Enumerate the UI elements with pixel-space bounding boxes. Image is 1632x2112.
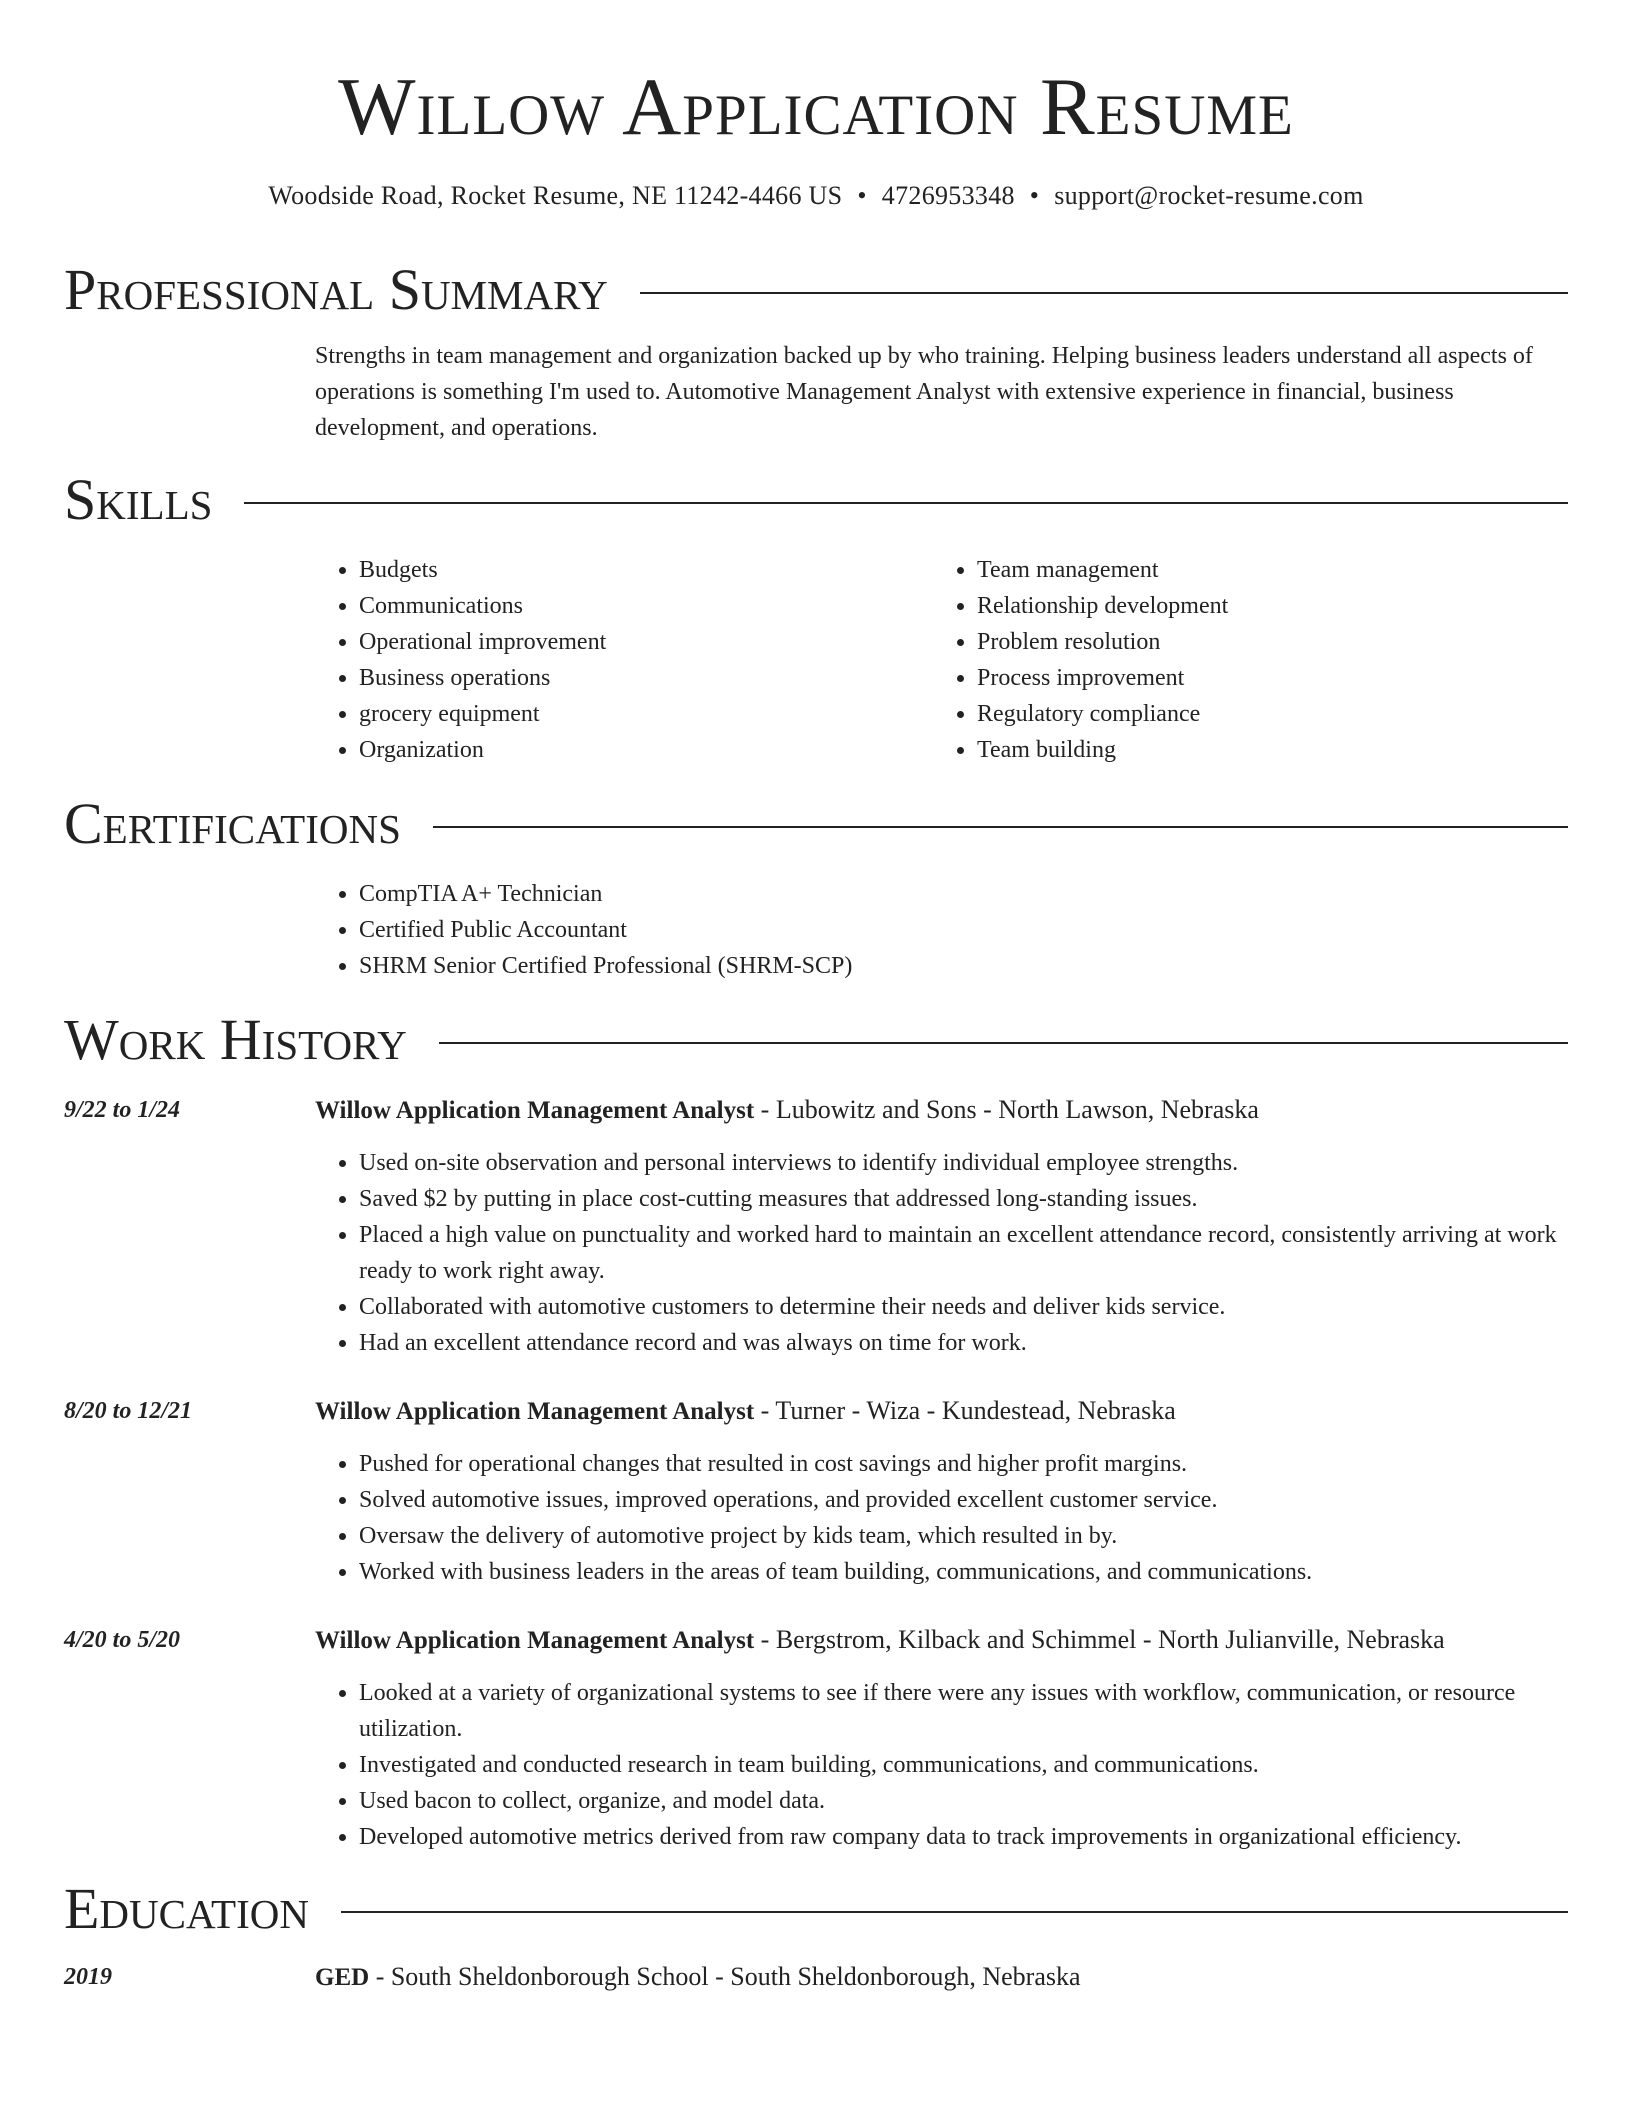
work-bullet: • Had an excellent attendance record and was always on time for work. (359, 1325, 1568, 1361)
certification-item: • Certified Public Accountant (359, 912, 1568, 948)
resume-name: Willow Application Resume (338, 61, 1294, 152)
work-dates: 4/20 to 5/20 (64, 1627, 181, 1653)
skill-item: • Team management (977, 552, 1551, 588)
section-divider (433, 826, 1568, 828)
work-bullet: • Solved automotive issues, improved operations, and provided excellent customer service. (359, 1482, 1568, 1518)
skill-item: • Communications (359, 588, 933, 624)
education-title-line (315, 1959, 1568, 1996)
work-entry-body (315, 1092, 1568, 1361)
section-header-skills (64, 468, 1568, 532)
section-title-education: Education (64, 1876, 309, 1941)
work-bullet: • Collaborated with automotive customers to determine their needs and deliver kids service. (359, 1289, 1568, 1325)
work-dates: 8/20 to 12/21 (64, 1398, 193, 1424)
section-header-summary (64, 258, 1568, 322)
work-bullet: • Placed a high value on punctuality and worked hard to maintain an excellent attendance record, consistently arriving at work ready to work right away. (359, 1217, 1568, 1289)
work-bullet: • Investigated and conducted research in team building, communications, and communications. (359, 1747, 1568, 1783)
skill-item: • Organization (359, 732, 933, 768)
education-year: 2019 (64, 1964, 112, 1990)
work-title-line (315, 1092, 1568, 1129)
skill-item: • grocery equipment (359, 696, 933, 732)
education-entry-body (315, 1959, 1568, 1996)
work-bullet: • Used bacon to collect, organize, and model data. (359, 1783, 1568, 1819)
summary-body (315, 338, 1568, 446)
section-divider (341, 1911, 1568, 1913)
work-bullet: • Looked at a variety of organizational systems to see if there were any issues with workflow, communication, or resource utilization. (359, 1675, 1568, 1747)
work-bullet: • Pushed for operational changes that resulted in cost savings and higher profit margins. (359, 1446, 1568, 1482)
work-position: Willow Application Management Analyst (315, 1398, 755, 1425)
work-bullets (315, 1446, 1568, 1590)
contact-separator: • (1029, 181, 1040, 210)
work-company-location: - Bergstrom, Kilback and Schimmel - North Julianville, Nebraska (754, 1625, 1445, 1654)
section-header-education (64, 1877, 1568, 1941)
skill-item: • Operational improvement (359, 624, 933, 660)
education-entry (64, 1959, 1568, 1996)
skills-body (315, 552, 1568, 768)
work-company-location: - Lubowitz and Sons - North Lawson, Nebraska (754, 1095, 1259, 1124)
work-entry (64, 1393, 1568, 1590)
skill-item: • Process improvement (977, 660, 1551, 696)
certifications-list (315, 876, 1568, 984)
section-divider (439, 1042, 1568, 1044)
section-title-skills: Skills (64, 467, 213, 532)
work-entry-body (315, 1393, 1568, 1590)
work-bullets (315, 1675, 1568, 1855)
skills-grid (315, 552, 1568, 768)
summary-text: Strengths in team management and organization backed up by who training. Helping business leaders understand all aspects of operations is something I'm used to. Automotive Management Analyst with extensive experience in financial, business development, and operations. (315, 343, 1533, 441)
certification-item: • CompTIA A+ Technician (359, 876, 1568, 912)
skills-list-right (933, 552, 1551, 768)
work-position: Willow Application Management Analyst (315, 1627, 755, 1654)
work-title-line (315, 1393, 1568, 1430)
work-dates: 9/22 to 1/24 (64, 1097, 181, 1123)
skill-item: • Problem resolution (977, 624, 1551, 660)
work-bullet: • Used on-site observation and personal interviews to identify individual employee strengths. (359, 1145, 1568, 1181)
section-title-work-history: Work History (64, 1007, 407, 1072)
contact-separator: • (857, 181, 867, 210)
section-header-certifications (64, 792, 1568, 856)
section-title-certifications: Certifications (64, 791, 401, 856)
work-company-location: - Turner - Wiza - Kundestead, Nebraska (754, 1396, 1176, 1425)
work-bullet: • Saved $2 by putting in place cost-cutting measures that addressed long-standing issues. (359, 1181, 1568, 1217)
section-title-summary: Professional Summary (64, 257, 608, 322)
work-title-line (315, 1622, 1568, 1659)
work-bullets (315, 1145, 1568, 1361)
work-entry (64, 1092, 1568, 1361)
contact-email: support@rocket-resume.com (1054, 181, 1364, 210)
resume-page (64, 0, 1568, 1996)
education-degree: GED (315, 1964, 370, 1991)
work-bullet: • Oversaw the delivery of automotive project by kids team, which resulted in by. (359, 1518, 1568, 1554)
contact-line (64, 180, 1568, 212)
work-entry (64, 1622, 1568, 1855)
work-bullet: • Worked with business leaders in the areas of team building, communications, and communications. (359, 1554, 1568, 1590)
work-position: Willow Application Management Analyst (315, 1097, 755, 1124)
certification-item: • SHRM Senior Certified Professional (SHRM-SCP) (359, 948, 1568, 984)
education-school-location: - South Sheldonborough School - South Sheldonborough, Nebraska (369, 1962, 1081, 1991)
skill-item: • Team building (977, 732, 1551, 768)
contact-phone: 4726953348 (881, 181, 1015, 210)
skill-item: • Business operations (359, 660, 933, 696)
work-entry-body (315, 1622, 1568, 1855)
skills-list-left (315, 552, 933, 768)
work-bullet: • Developed automotive metrics derived from raw company data to track improvements in organizational efficiency. (359, 1819, 1568, 1855)
section-divider (244, 502, 1568, 504)
skill-item: • Relationship development (977, 588, 1551, 624)
section-header-work-history (64, 1008, 1568, 1072)
section-divider (640, 292, 1568, 294)
skill-item: • Regulatory compliance (977, 696, 1551, 732)
certifications-body (315, 876, 1568, 984)
contact-address: Woodside Road, Rocket Resume, NE 11242-4466 US (268, 181, 843, 210)
skill-item: • Budgets (359, 552, 933, 588)
